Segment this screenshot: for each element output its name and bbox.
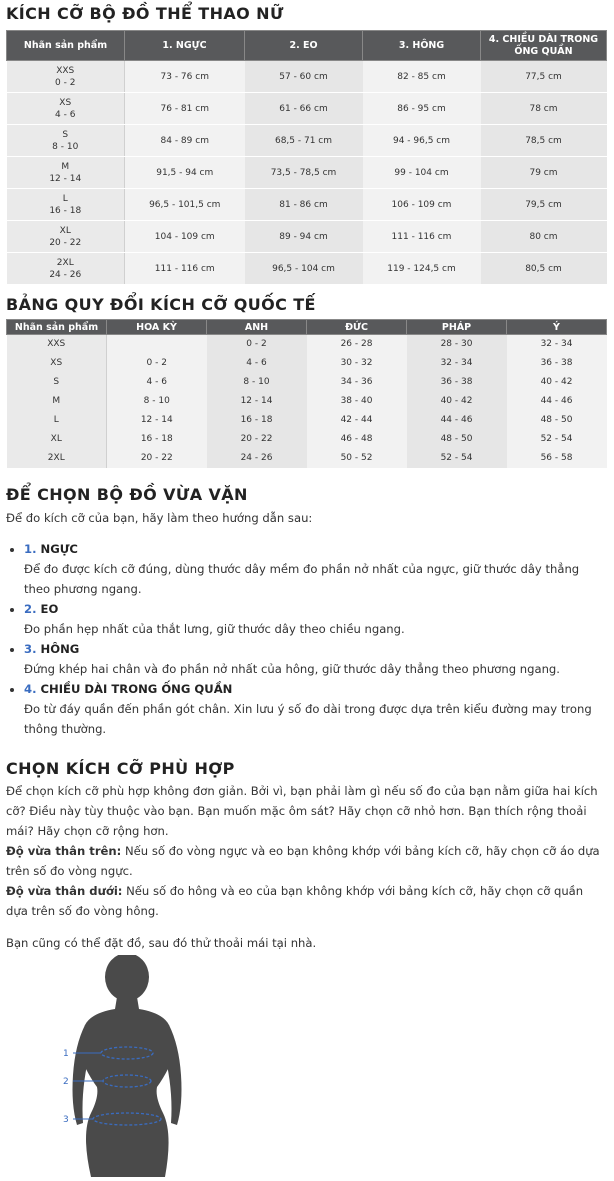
step-text: Đứng khép hai chân và đo phần nở nhất của hông, giữ thước dây thẳng theo phương ngang. [24,662,560,676]
table-cell: 76 - 81 cm [125,93,245,125]
table-row [7,335,607,355]
table-cell: 56 - 58 [507,449,607,468]
size-number: 24 - 26 [49,269,82,280]
table-cell: 57 - 60 cm [245,61,363,93]
lower-fit-label: Độ vừa thân dưới: [6,884,123,898]
table-cell: 80 cm [481,221,607,253]
table-row [7,61,607,93]
size-label-cell: XXS [7,335,107,355]
size-label-cell: M [7,392,107,411]
conversion-table [6,319,607,468]
table-row [7,125,607,157]
table-row [7,253,607,285]
lower-fit [6,881,604,921]
table-header-row [7,320,607,335]
table-cell: 16 - 18 [207,411,307,430]
table-cell: 80,5 cm [481,253,607,285]
table-row [7,189,607,221]
step-number: 2. [24,602,37,616]
conversion-title: BẢNG QUY ĐỔI KÍCH CỠ QUỐC TẾ [6,295,316,314]
size-label-cell: S [7,373,107,392]
table-cell: 8 - 10 [107,392,207,411]
step-text: Đo từ đáy quần đến phần gót chân. Xin lưu ý số đo dài trong được dựa trên kiểu đường may trong thông thường. [24,702,592,736]
table-cell: 12 - 14 [207,392,307,411]
fit-section [6,781,604,921]
table-cell: 73 - 76 cm [125,61,245,93]
table-cell: 52 - 54 [507,430,607,449]
table-cell: 48 - 50 [407,430,507,449]
table-cell: 36 - 38 [507,354,607,373]
table-cell: 73,5 - 78,5 cm [245,157,363,189]
measure-steps-list [6,539,606,739]
table-cell: 119 - 124,5 cm [363,253,481,285]
table-cell: 91,5 - 94 cm [125,157,245,189]
upper-fit-label: Độ vừa thân trên: [6,844,122,858]
table-cell: 0 - 2 [207,335,307,355]
table-cell: 78 cm [481,93,607,125]
table-cell: 20 - 22 [207,430,307,449]
table-cell: 89 - 94 cm [245,221,363,253]
table-cell: 81 - 86 cm [245,189,363,221]
table-cell: 26 - 28 [307,335,407,355]
marker-number: 2 [63,1077,69,1087]
step-heading: CHIỀU DÀI TRONG ỐNG QUẦN [40,682,233,696]
step-text: Để đo được kích cỡ đúng, dùng thước dây mềm đo phần nở nhất của ngực, giữ thước dây thẳng theo phương ngang. [24,562,580,596]
size-letter: XXS [56,65,75,76]
size-label-cell: L [7,411,107,430]
table-cell: 20 - 22 [107,449,207,468]
measure-intro: Để đo kích cỡ của bạn, hãy làm theo hướng dẫn sau: [6,511,313,525]
table-cell: 84 - 89 cm [125,125,245,157]
table-cell: 61 - 66 cm [245,93,363,125]
table-cell: 44 - 46 [507,392,607,411]
table-row [7,93,607,125]
size-label-cell [7,125,125,157]
size-label-cell: 2XL [7,449,107,468]
table-cell: 24 - 26 [207,449,307,468]
size-number: 4 - 6 [55,109,76,120]
table-cell: 42 - 44 [307,411,407,430]
body-measurement-figure [51,955,211,1177]
table-row [7,354,607,373]
step-text: Đo phần hẹp nhất của thắt lưng, giữ thước dây theo chiều ngang. [24,622,405,636]
size-label-cell [7,253,125,285]
table-cell: 99 - 104 cm [363,157,481,189]
table-cell: 48 - 50 [507,411,607,430]
size-number: 0 - 2 [55,77,76,88]
step-number: 3. [24,642,37,656]
table-cell: 82 - 85 cm [363,61,481,93]
table-cell: 96,5 - 101,5 cm [125,189,245,221]
table-cell: 79 cm [481,157,607,189]
measure-tape-ring [101,1047,153,1059]
size-number: 16 - 18 [49,205,82,216]
marker-number: 1 [63,1049,69,1059]
size-label-cell [7,93,125,125]
lower-fit-text: Nếu số đo hông và eo của bạn không khớp với bảng kích cỡ, hãy chọn cỡ quần dựa trên số đo vòng hông. [6,884,584,918]
table-cell: 40 - 42 [507,373,607,392]
col-header-inseam: 4. CHIỀU DÀI TRONG ỐNG QUẦN [481,31,607,61]
list-item [24,639,606,679]
step-number: 4. [24,682,37,696]
size-number: 20 - 22 [49,237,82,248]
size-number: 8 - 10 [52,141,79,152]
table-cell: 36 - 38 [407,373,507,392]
table-cell: 4 - 6 [207,354,307,373]
table-cell: 34 - 36 [307,373,407,392]
col-header-label: Nhãn sản phẩm [7,320,107,335]
table-cell: 106 - 109 cm [363,189,481,221]
table-row [7,430,607,449]
table-header-row [7,31,607,61]
col-header-de: ĐỨC [307,320,407,335]
table-cell: 104 - 109 cm [125,221,245,253]
table-cell: 32 - 34 [507,335,607,355]
upper-fit-text: Nếu số đo vòng ngực và eo bạn không khớp với bảng kích cỡ, hãy chọn cỡ áo dựa trên số đo vòng ngực. [6,844,600,878]
size-letter: M [61,161,70,172]
table-row [7,157,607,189]
table-cell: 44 - 46 [407,411,507,430]
col-header-it: Ý [507,320,607,335]
table-cell: 12 - 14 [107,411,207,430]
size-label-cell [7,157,125,189]
size-letter: S [62,129,69,140]
size-letter: L [62,193,68,204]
table-cell: 16 - 18 [107,430,207,449]
marker-number: 3 [63,1115,69,1125]
size-letter: 2XL [56,257,74,268]
table-cell: 96,5 - 104 cm [245,253,363,285]
measure-tape-ring [93,1113,161,1125]
table-cell: 28 - 30 [407,335,507,355]
table-cell: 0 - 2 [107,354,207,373]
col-header-label: Nhãn sản phẩm [7,31,125,61]
table-cell: 50 - 52 [307,449,407,468]
closing-text: Bạn cũng có thể đặt đồ, sau đó thử thoải mái tại nhà. [6,936,317,950]
table-cell: 86 - 95 cm [363,93,481,125]
col-header-fr: PHÁP [407,320,507,335]
col-header-waist: 2. EO [245,31,363,61]
step-heading: HÔNG [40,642,80,656]
measure-guide-title: ĐỂ CHỌN BỘ ĐỒ VỪA VẶN [6,485,248,504]
step-number: 1. [24,542,37,556]
table-cell: 40 - 42 [407,392,507,411]
step-heading: NGỰC [40,542,78,556]
measure-tape-ring [103,1075,151,1087]
size-label-cell: XS [7,354,107,373]
table-cell: 8 - 10 [207,373,307,392]
col-header-uk: ANH [207,320,307,335]
table-cell: 68,5 - 71 cm [245,125,363,157]
table-cell: 111 - 116 cm [125,253,245,285]
table-row [7,221,607,253]
fit-title: CHỌN KÍCH CỠ PHÙ HỢP [6,759,235,778]
table-cell: 111 - 116 cm [363,221,481,253]
table-cell: 79,5 cm [481,189,607,221]
table-row [7,449,607,468]
table-row [7,411,607,430]
table-cell: 32 - 34 [407,354,507,373]
size-label-cell [7,61,125,93]
size-letter: XL [59,225,71,236]
size-label-cell [7,221,125,253]
col-header-chest: 1. NGỰC [125,31,245,61]
col-header-hip: 3. HÔNG [363,31,481,61]
size-label-cell: XL [7,430,107,449]
table-row [7,392,607,411]
table-cell: 77,5 cm [481,61,607,93]
size-number: 12 - 14 [49,173,82,184]
table-cell: 52 - 54 [407,449,507,468]
col-header-us: HOA KỲ [107,320,207,335]
list-item [24,539,606,599]
size-label-cell [7,189,125,221]
step-heading: EO [40,602,59,616]
table-cell: 30 - 32 [307,354,407,373]
table-cell [107,335,207,355]
list-item [24,679,606,739]
table-cell: 38 - 40 [307,392,407,411]
size-chart-title: KÍCH CỠ BỘ ĐỒ THỂ THAO NỮ [6,4,284,23]
womens-size-table [6,30,607,285]
table-cell: 78,5 cm [481,125,607,157]
measurement-markers [51,955,211,1177]
upper-fit [6,841,604,881]
table-cell: 46 - 48 [307,430,407,449]
list-item [24,599,606,639]
table-cell: 4 - 6 [107,373,207,392]
table-row [7,373,607,392]
fit-intro: Để chọn kích cỡ phù hợp không đơn giản. Bởi vì, bạn phải làm gì nếu số đo của bạn nằm giữa hai kích cỡ? Điều này tùy thuộc vào bạn. Bạn muốn mặc ôm sát? Hãy chọn cỡ nhỏ hơn. Bạn thích rộng thoải mái? Hãy chọn cỡ rộng hơn. [6,784,598,838]
size-letter: XS [59,97,72,108]
table-cell: 94 - 96,5 cm [363,125,481,157]
